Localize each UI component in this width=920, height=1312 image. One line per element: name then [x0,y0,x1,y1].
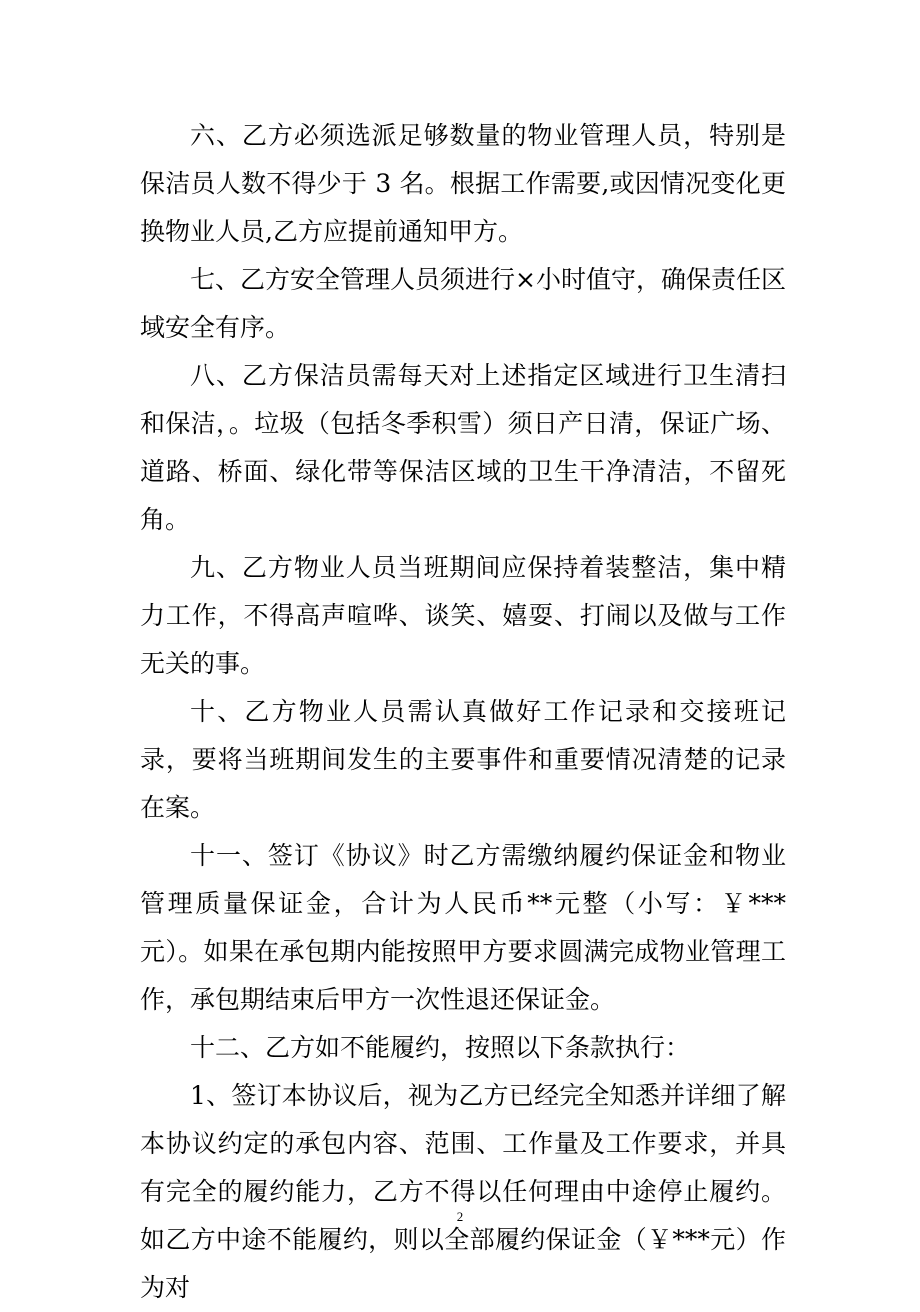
page-number: 2 [456,1209,464,1224]
document-body [140,112,786,1312]
paragraph-clause-11: 十一、签订《协议》时乙方需缴纳履约保证金和物业管理质量保证金，合计为人民币**元整（小写：￥***元）。如果在承包期内能按照甲方要求圆满完成物业管理工作，承包期结束后甲方一次性退还保证金。 [140,841,786,1014]
paragraph-clause-8: 八、乙方保洁员需每天对上述指定区域进行卫生清扫和保洁，。垃圾（包括冬季积雪）须日产日清，保证广场、道路、桥面、绿化带等保洁区域的卫生干净清洁，不留死角。 [140,361,786,534]
paragraph-clause-12: 十二、乙方如不能履约，按照以下条款执行： [190,1033,691,1062]
paragraph-clause-9: 九、乙方物业人员当班期间应保持着装整洁，集中精力工作，不得高声喧哗、谈笑、嬉耍、打闹以及做与工作无关的事。 [140,553,786,678]
paragraph-clause-7: 七、乙方安全管理人员须进行×小时值守，确保责任区域安全有序。 [140,265,786,342]
paragraph-clause-6: 六、乙方必须选派足够数量的物业管理人员，特别是保洁员人数不得少于 3 名。根据工作需要,或因情况变化更换物业人员,乙方应提前通知甲方。 [140,121,786,246]
paragraph-clause-10: 十、乙方物业人员需认真做好工作记录和交接班记录，要将当班期间发生的主要事件和重要情况清楚的记录在案。 [140,697,786,822]
paragraph-clause-12-item-1: 1、签订本协议后，视为乙方已经完全知悉并详细了解本协议约定的承包内容、范围、工作量及工作要求，并具有完全的履约能力，乙方不得以任何理由中途停止履约。如乙方中途不能履约，则以全部履约保证金（￥***元）作为对 [140,1081,786,1302]
